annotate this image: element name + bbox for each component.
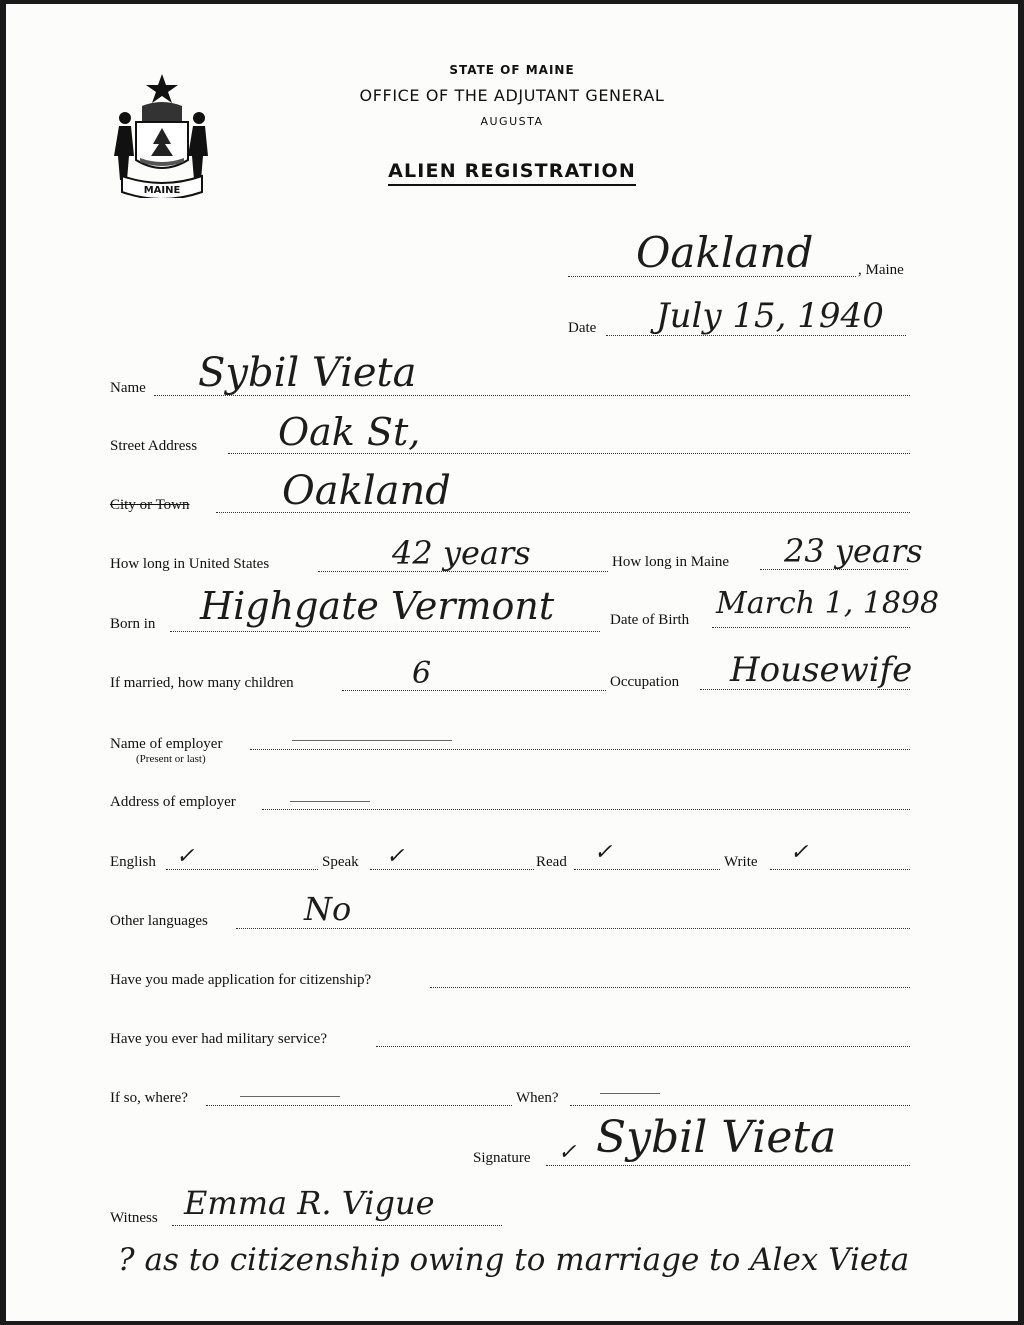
when-dash xyxy=(600,1093,660,1094)
employer-name-line[interactable] xyxy=(250,749,910,750)
town-value: Oakland xyxy=(636,228,814,277)
employer-address-label: Address of employer xyxy=(110,794,236,810)
military-label: Have you ever had military service? xyxy=(110,1031,327,1047)
signature-line[interactable] xyxy=(546,1165,910,1166)
born-in-label: Born in xyxy=(110,616,156,632)
how-long-us-value: 42 years xyxy=(392,534,531,572)
date-value: July 15, 1940 xyxy=(656,296,884,336)
office-heading: OFFICE OF THE ADJUTANT GENERAL xyxy=(359,86,665,105)
english-line[interactable] xyxy=(166,869,318,870)
citizenship-label: Have you made application for citizenship? xyxy=(110,972,372,988)
born-in-value: Highgate Vermont xyxy=(200,584,555,628)
employer-name-label: Name of employer xyxy=(110,736,223,752)
other-languages-value: No xyxy=(304,890,352,928)
children-line[interactable] xyxy=(342,690,606,691)
write-line[interactable] xyxy=(770,869,910,870)
english-label: English xyxy=(110,854,156,870)
city-label: City or Town xyxy=(110,497,190,513)
employer-note: (Present or last) xyxy=(136,753,206,765)
born-in-line[interactable] xyxy=(170,631,600,632)
read-value: ✓ xyxy=(594,840,613,865)
seal-banner-text: MAINE xyxy=(143,185,181,196)
english-value: ✓ xyxy=(176,844,195,869)
maine-label: , Maine xyxy=(858,262,904,278)
witness-value: Emma R. Vigue xyxy=(184,1184,435,1222)
signature-value: Sybil Vieta xyxy=(596,1112,837,1163)
how-long-us-label: How long in United States xyxy=(110,556,270,572)
when-label: When? xyxy=(516,1090,559,1106)
how-long-maine-label: How long in Maine xyxy=(612,554,730,570)
employer-address-line[interactable] xyxy=(262,809,910,810)
state-heading: STATE OF MAINE xyxy=(449,63,575,77)
read-label: Read xyxy=(536,854,567,870)
dob-line[interactable] xyxy=(712,627,910,628)
write-label: Write xyxy=(724,854,758,870)
citizenship-note: ? as to citizenship owing to marriage to Alex Vieta xyxy=(118,1242,910,1278)
military-line[interactable] xyxy=(376,1046,910,1047)
dob-label: Date of Birth xyxy=(610,612,690,628)
where-line[interactable] xyxy=(206,1105,512,1106)
city-heading: AUGUSTA xyxy=(480,115,544,128)
write-value: ✓ xyxy=(790,840,809,865)
dob-value: March 1, 1898 xyxy=(716,586,940,621)
read-line[interactable] xyxy=(574,869,720,870)
other-languages-line[interactable] xyxy=(236,928,910,929)
city-value: Oakland xyxy=(282,468,451,514)
date-label: Date xyxy=(568,320,597,336)
where-dash xyxy=(240,1096,340,1097)
occupation-label: Occupation xyxy=(610,674,680,690)
citizenship-line[interactable] xyxy=(430,987,910,988)
name-value: Sybil Vieta xyxy=(198,350,417,396)
witness-line[interactable] xyxy=(172,1225,502,1226)
when-line[interactable] xyxy=(570,1105,910,1106)
how-long-maine-value: 23 years xyxy=(784,532,923,570)
employer-name-dash xyxy=(292,740,452,741)
signature-check: ✓ xyxy=(558,1140,577,1165)
children-label: If married, how many children xyxy=(110,675,294,691)
street-value: Oak St, xyxy=(278,410,421,454)
form-title: ALIEN REGISTRATION xyxy=(0,160,1024,182)
where-label: If so, where? xyxy=(110,1090,188,1106)
occupation-value: Housewife xyxy=(730,650,913,690)
signature-label: Signature xyxy=(473,1150,531,1166)
employer-address-dash xyxy=(290,801,370,802)
name-label: Name xyxy=(110,380,146,396)
children-value: 6 xyxy=(412,656,432,691)
other-languages-label: Other languages xyxy=(110,913,208,929)
speak-line[interactable] xyxy=(370,869,534,870)
witness-label: Witness xyxy=(110,1210,158,1226)
speak-value: ✓ xyxy=(386,844,405,869)
speak-label: Speak xyxy=(322,854,359,870)
street-label: Street Address xyxy=(110,438,198,454)
